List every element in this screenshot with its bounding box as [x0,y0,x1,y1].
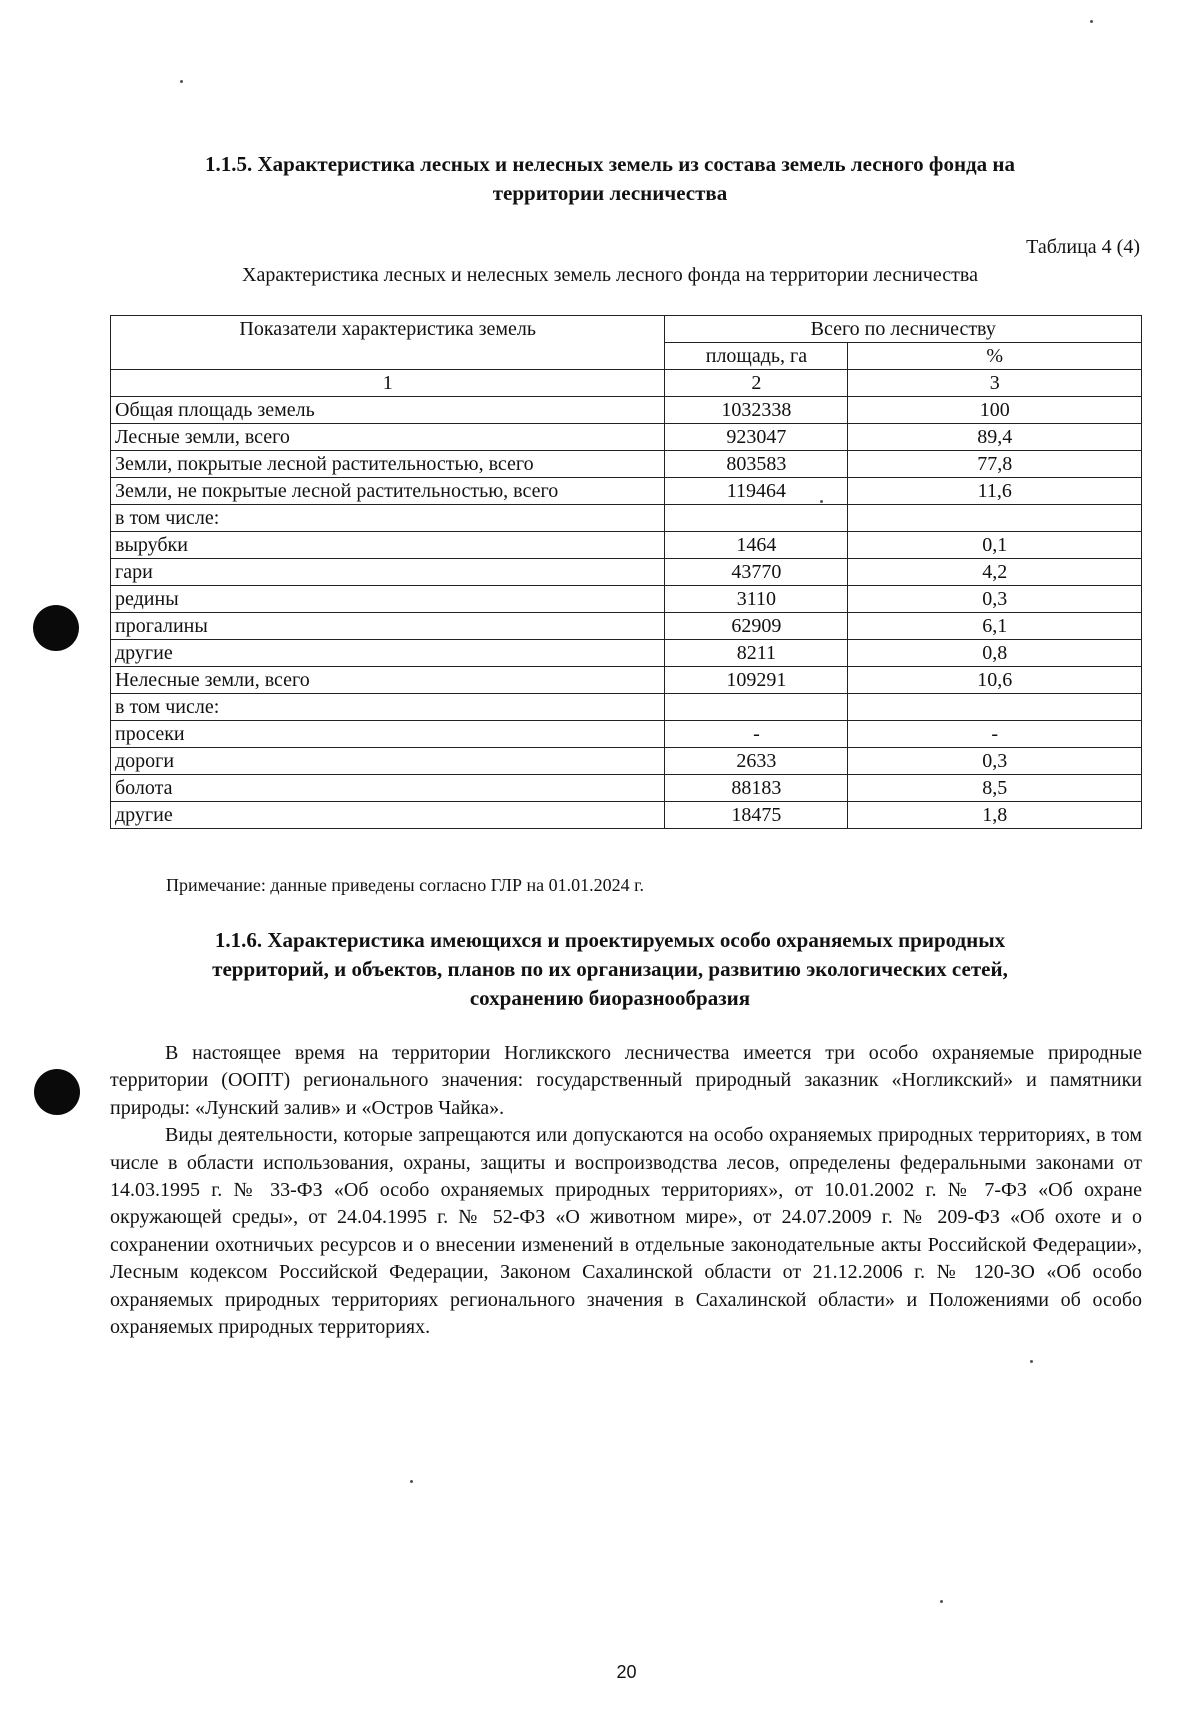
table-column-number-row [111,370,1142,397]
row-area-cell: 2633 [665,748,848,775]
section-heading-1-1-6 [110,926,1110,1013]
table-label: Таблица 4 (4) [1026,236,1140,258]
row-area-cell: 109291 [665,667,848,694]
row-percent-cell: 6,1 [848,613,1142,640]
header-total: Всего по лесничеству [665,316,1142,343]
table-row [111,424,1142,451]
row-percent-cell: 11,6 [848,478,1142,505]
table-row [111,613,1142,640]
row-area-cell [665,694,848,721]
section-body [110,1040,1142,1341]
row-area-cell: 119464 [665,478,848,505]
table-row [111,451,1142,478]
table-row [111,478,1142,505]
row-name-cell: вырубки [111,532,665,559]
table-row [111,694,1142,721]
table-row [111,640,1142,667]
row-percent-cell: 8,5 [848,775,1142,802]
table-row [111,397,1142,424]
row-area-cell [665,505,848,532]
header-indicator: Показатели характеристика земель [111,316,665,370]
scan-speck [180,80,183,83]
table-header-row [111,316,1142,343]
row-area-cell: 62909 [665,613,848,640]
section-heading-1-1-5 [110,150,1110,208]
row-area-cell: 803583 [665,451,848,478]
row-percent-cell: 0,8 [848,640,1142,667]
scan-speck [410,1480,413,1483]
row-area-cell: 18475 [665,802,848,829]
row-percent-cell: 100 [848,397,1142,424]
row-name-cell: Земли, не покрытые лесной растительностью, всего [111,478,665,505]
table-row [111,802,1142,829]
row-name-cell: в том числе: [111,505,665,532]
paragraph: Виды деятельности, которые запрещаются или допускаются на особо охраняемых природных территориях, в том числе в области использования, охраны, защиты и воспроизводства лесов, определены федеральными законами от 14.03.1995 г. № 33-ФЗ «Об особо охраняемых природных территориях», от 10.01.2002 г. № 7-ФЗ «Об охране окружающей среды», от 24.04.1995 г. № 52-ФЗ «О животном мире», от 24.07.2009 г. № 209-ФЗ «Об охоте и о сохранении охотничьих ресурсов и о внесении изменений в отдельные законодательные акты Российской Федерации», Лесным кодексом Российской Федерации, Законом Сахалинской области от 21.12.2006 г. № 120-ЗО «Об особо охраняемых природных территориях регионального значения в Сахалинской области» и Положениями об особо охраняемых природных территориях. [110,1124,1142,1339]
column-number: 3 [848,370,1142,397]
section-heading-line: территории лесничества [492,181,728,205]
section-heading-line: 1.1.5. Характеристика лесных и нелесных земель из состава земель лесного фонда на [204,152,1016,176]
page-number: 20 [616,1662,637,1682]
row-name-cell: дороги [111,748,665,775]
row-percent-cell: 77,8 [848,451,1142,478]
row-area-cell: 3110 [665,586,848,613]
row-name-cell: редины [111,586,665,613]
scan-speck [1030,1360,1033,1363]
header-area: площадь, га [665,343,848,370]
row-percent-cell: 1,8 [848,802,1142,829]
row-area-cell: 923047 [665,424,848,451]
table-row [111,586,1142,613]
table-row [111,721,1142,748]
scan-speck [940,1600,943,1603]
column-number: 1 [111,370,665,397]
punch-hole-icon [33,605,79,651]
row-percent-cell: 0,1 [848,532,1142,559]
column-number: 2 [665,370,848,397]
row-name-cell: в том числе: [111,694,665,721]
table-row [111,532,1142,559]
row-percent-cell: 10,6 [848,667,1142,694]
row-area-cell: 43770 [665,559,848,586]
table-row [111,667,1142,694]
row-name-cell: просеки [111,721,665,748]
punch-hole-icon [34,1069,80,1115]
row-name-cell: Нелесные земли, всего [111,667,665,694]
section-heading-line: 1.1.6. Характеристика имеющихся и проектируемых особо охраняемых природных [214,928,1006,952]
paragraph: В настоящее время на территории Ногликского лесничества имеется три особо охраняемые природные территории (ООПТ) регионального значения: государственный природный заказник «Ногликский» и памятники природы: «Лунский залив» и «Остров Чайка». [110,1042,1142,1119]
section-heading-line: сохранению биоразнообразия [469,986,751,1010]
table-row [111,748,1142,775]
row-area-cell: - [665,721,848,748]
header-percent: % [848,343,1142,370]
land-characteristics-table [110,315,1142,829]
table-title: Характеристика лесных и нелесных земель лесного фонда на территории лесничества [242,264,978,286]
row-percent-cell [848,505,1142,532]
table-row [111,775,1142,802]
row-area-cell: 88183 [665,775,848,802]
row-percent-cell: 4,2 [848,559,1142,586]
row-percent-cell: 0,3 [848,586,1142,613]
row-percent-cell: 89,4 [848,424,1142,451]
row-name-cell: болота [111,775,665,802]
row-name-cell: Лесные земли, всего [111,424,665,451]
row-name-cell: гари [111,559,665,586]
row-name-cell: другие [111,802,665,829]
table-row [111,505,1142,532]
table-row [111,559,1142,586]
row-area-cell: 1032338 [665,397,848,424]
row-name-cell: Общая площадь земель [111,397,665,424]
row-area-cell: 8211 [665,640,848,667]
row-percent-cell: - [848,721,1142,748]
row-name-cell: другие [111,640,665,667]
scan-speck [820,500,823,503]
table-note: Примечание: данные приведены согласно ГЛР на 01.01.2024 г. [166,875,644,895]
row-percent-cell [848,694,1142,721]
row-name-cell: Земли, покрытые лесной растительностью, всего [111,451,665,478]
row-area-cell: 1464 [665,532,848,559]
row-percent-cell: 0,3 [848,748,1142,775]
section-heading-line: территорий, и объектов, планов по их организации, развитию экологических сетей, [212,957,1008,981]
scan-speck [1090,20,1093,23]
row-name-cell: прогалины [111,613,665,640]
